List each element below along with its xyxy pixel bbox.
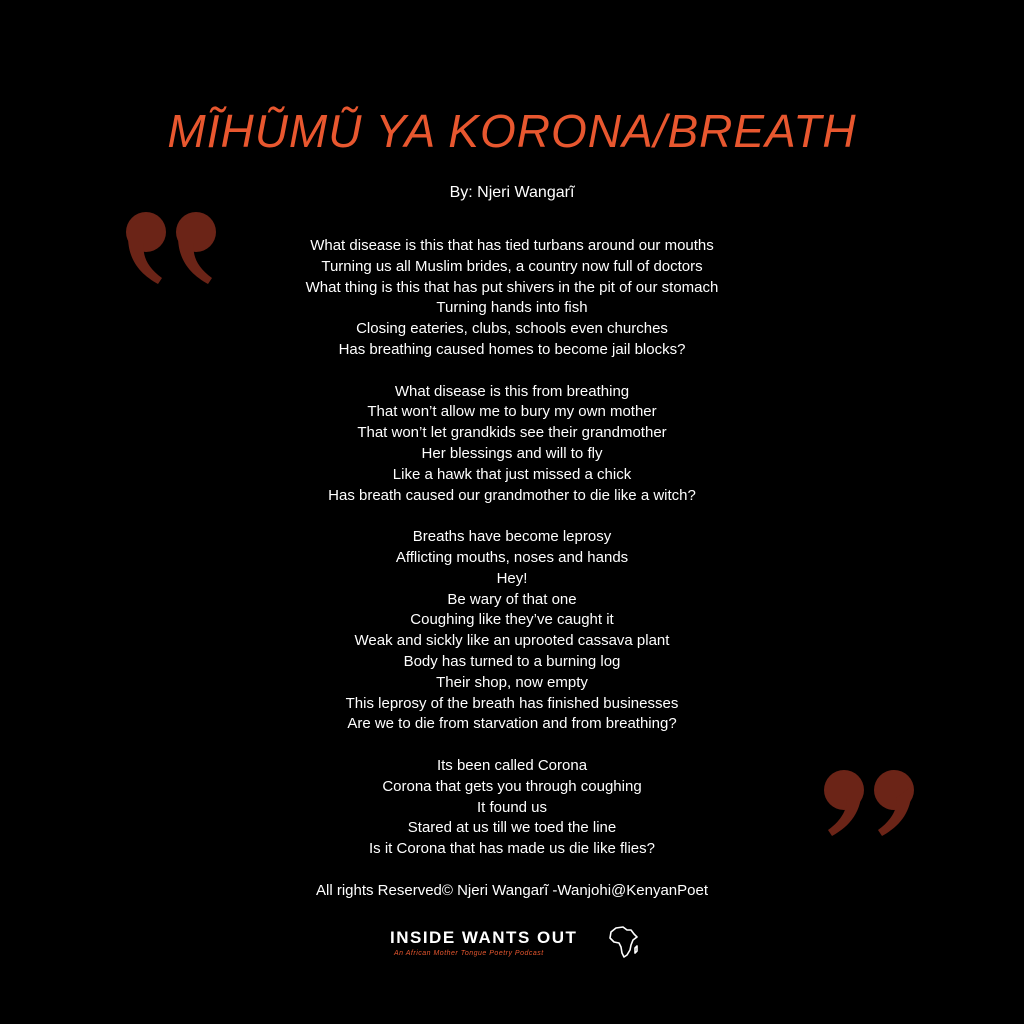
poem-line: That won’t let grandkids see their grandmother bbox=[357, 424, 667, 442]
podcast-name: INSIDE WANTS OUT bbox=[390, 928, 578, 947]
poem-line: Has breathing caused homes to become jail blocks? bbox=[338, 340, 686, 358]
author-byline: By: Njeri Wangarĩ bbox=[449, 184, 575, 201]
poem-line: Closing eateries, clubs, schools even churches bbox=[356, 320, 668, 338]
poem-line: It found us bbox=[476, 798, 548, 816]
poem-line: Like a hawk that just missed a chick bbox=[392, 465, 632, 483]
poem-line: Turning us all Muslim brides, a country now full of doctors bbox=[321, 257, 703, 275]
poem-line: Be wary of that one bbox=[447, 590, 577, 608]
poem-line: Weak and sickly like an uprooted cassava plant bbox=[354, 632, 670, 650]
poem-body bbox=[0, 236, 1024, 881]
podcast-tagline: An African Mother Tongue Poetry Podcast bbox=[394, 950, 544, 957]
stanza-2 bbox=[0, 382, 1024, 507]
poem-line: Are we to die from starvation and from breathing? bbox=[347, 715, 677, 733]
poem-line: Hey! bbox=[496, 569, 528, 587]
poem-line: Its been called Corona bbox=[436, 756, 588, 774]
poem-line: Stared at us till we toed the line bbox=[407, 819, 617, 837]
poem-line: Has breath caused our grandmother to die like a witch? bbox=[328, 486, 696, 504]
poem-line: Afflicting mouths, noses and hands bbox=[395, 548, 629, 566]
stanza-3 bbox=[0, 527, 1024, 735]
poem-line: Is it Corona that has made us die like flies? bbox=[369, 840, 655, 858]
poem-line: Coughing like they’ve caught it bbox=[410, 611, 614, 629]
poem-line: Body has turned to a burning log bbox=[403, 652, 621, 670]
poem-line: This leprosy of the breath has finished businesses bbox=[345, 694, 679, 712]
poem-line: Corona that gets you through coughing bbox=[382, 777, 642, 795]
africa-map-icon bbox=[606, 924, 642, 960]
poem-title: MĨHŨMŨ YA KORONA/BREATH bbox=[167, 105, 857, 157]
poem-line: What thing is this that has put shivers in the pit of our stomach bbox=[305, 278, 719, 296]
poem-line: Turning hands into fish bbox=[436, 299, 588, 317]
poem-line: Their shop, now empty bbox=[436, 673, 588, 691]
stanza-4 bbox=[0, 756, 1024, 860]
copyright-notice: All rights Reserved© Njeri Wangarĩ -Wanjohi@KenyanPoet bbox=[316, 882, 708, 899]
poem-line: That won’t allow me to bury my own mother bbox=[367, 403, 657, 421]
stanza-1 bbox=[0, 236, 1024, 361]
poem-line: What disease is this from breathing bbox=[394, 382, 630, 400]
podcast-logo bbox=[388, 924, 648, 964]
poem-line: Her blessings and will to fly bbox=[421, 444, 603, 462]
poem-line: What disease is this that has tied turbans around our mouths bbox=[310, 237, 714, 254]
poem-line: Breaths have become leprosy bbox=[412, 528, 612, 546]
